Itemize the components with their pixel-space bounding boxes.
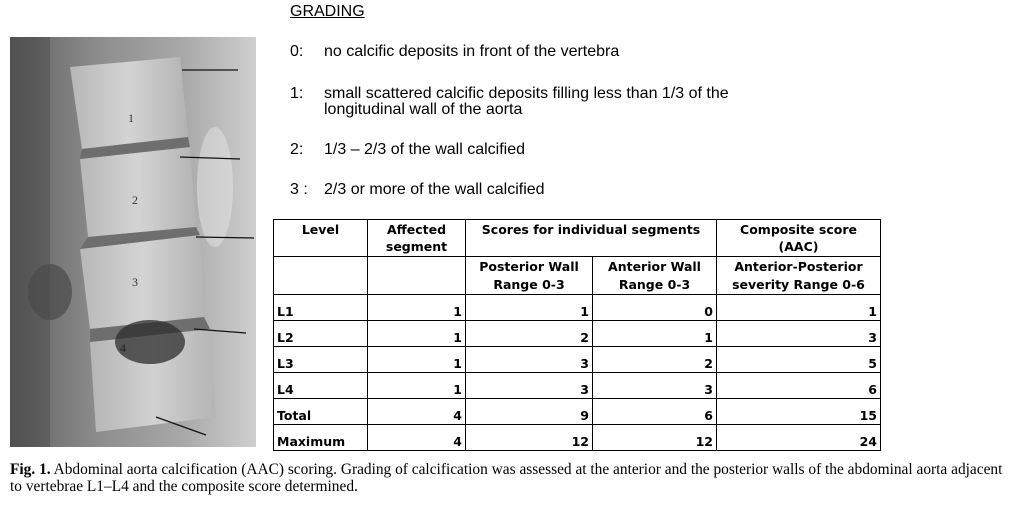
table-row-total [274,399,881,425]
table-row [274,295,881,321]
caption-text: Abdominal aorta calcification (AAC) scoring. Grading of calcification was assessed at the anterior and the posterior walls of the abdominal aorta adjacent to vertebrae L1–L4 and the composite score determined. [10,461,1003,495]
cell-anterior: 0 [593,295,717,321]
cell-level: L1 [274,295,368,321]
subheader-empty [274,257,368,295]
grade-number: 1: [290,85,304,102]
grade-text: 1/3 – 2/3 of the wall calcified [324,141,526,158]
cell-anterior: 12 [593,425,717,451]
table-row [274,321,881,347]
cell-posterior: 1 [466,295,593,321]
figure-caption [10,461,1008,495]
cell-affected: 1 [368,347,466,373]
grade-text: 2/3 or more of the wall calcified [324,181,545,198]
grade-text: small scattered calcific deposits filling less than 1/3 of the longitudinal wall of the aorta [324,85,729,118]
header-composite-score: Composite score (AAC) [717,220,881,257]
cell-anterior: 2 [593,347,717,373]
cell-level: L3 [274,347,368,373]
grade-number: 2: [290,141,304,158]
xray-graphic [10,37,256,447]
grade-number: 0: [290,43,304,60]
cell-composite: 1 [717,295,881,321]
table-row-maximum [274,425,881,451]
cell-anterior: 6 [593,399,717,425]
cell-affected: 4 [368,399,466,425]
table-row [274,347,881,373]
aac-score-table [273,219,881,451]
caption-label: Fig. 1. [10,461,51,478]
cell-level: Maximum [274,425,368,451]
table-header-row [274,220,881,257]
cell-composite: 3 [717,321,881,347]
cell-posterior: 12 [466,425,593,451]
cell-composite: 6 [717,373,881,399]
header-posterior-wall: Posterior Wall Range 0-3 [466,257,593,295]
cell-composite: 5 [717,347,881,373]
cell-affected: 1 [368,295,466,321]
cell-posterior: 3 [466,373,593,399]
cell-composite: 24 [717,425,881,451]
cell-anterior: 3 [593,373,717,399]
cell-anterior: 1 [593,321,717,347]
grade-number: 3 : [290,181,308,198]
cell-level: L4 [274,373,368,399]
cell-composite: 15 [717,399,881,425]
vertebra-label-2: 2 [132,193,138,207]
cell-level: Total [274,399,368,425]
header-level: Level [274,220,368,257]
vertebra-label-1: 1 [128,111,134,125]
subheader-empty [368,257,466,295]
grade-text: no calcific deposits in front of the vertebra [324,43,620,60]
vertebra-label-4: 4 [120,341,126,355]
table-subheader-row [274,257,881,295]
vertebra-label-3: 3 [132,275,138,289]
cell-affected: 4 [368,425,466,451]
xray-image [10,37,256,447]
cell-affected: 1 [368,373,466,399]
grading-title: GRADING [290,3,365,20]
cell-posterior: 2 [466,321,593,347]
header-anterior-wall: Anterior Wall Range 0-3 [593,257,717,295]
cell-level: L2 [274,321,368,347]
header-individual-scores: Scores for individual segments [466,220,717,257]
header-affected-segment: Affected segment [368,220,466,257]
table-row [274,373,881,399]
cell-posterior: 9 [466,399,593,425]
header-anterior-posterior: Anterior-Posterior severity Range 0-6 [717,257,881,295]
cell-posterior: 3 [466,347,593,373]
cell-affected: 1 [368,321,466,347]
